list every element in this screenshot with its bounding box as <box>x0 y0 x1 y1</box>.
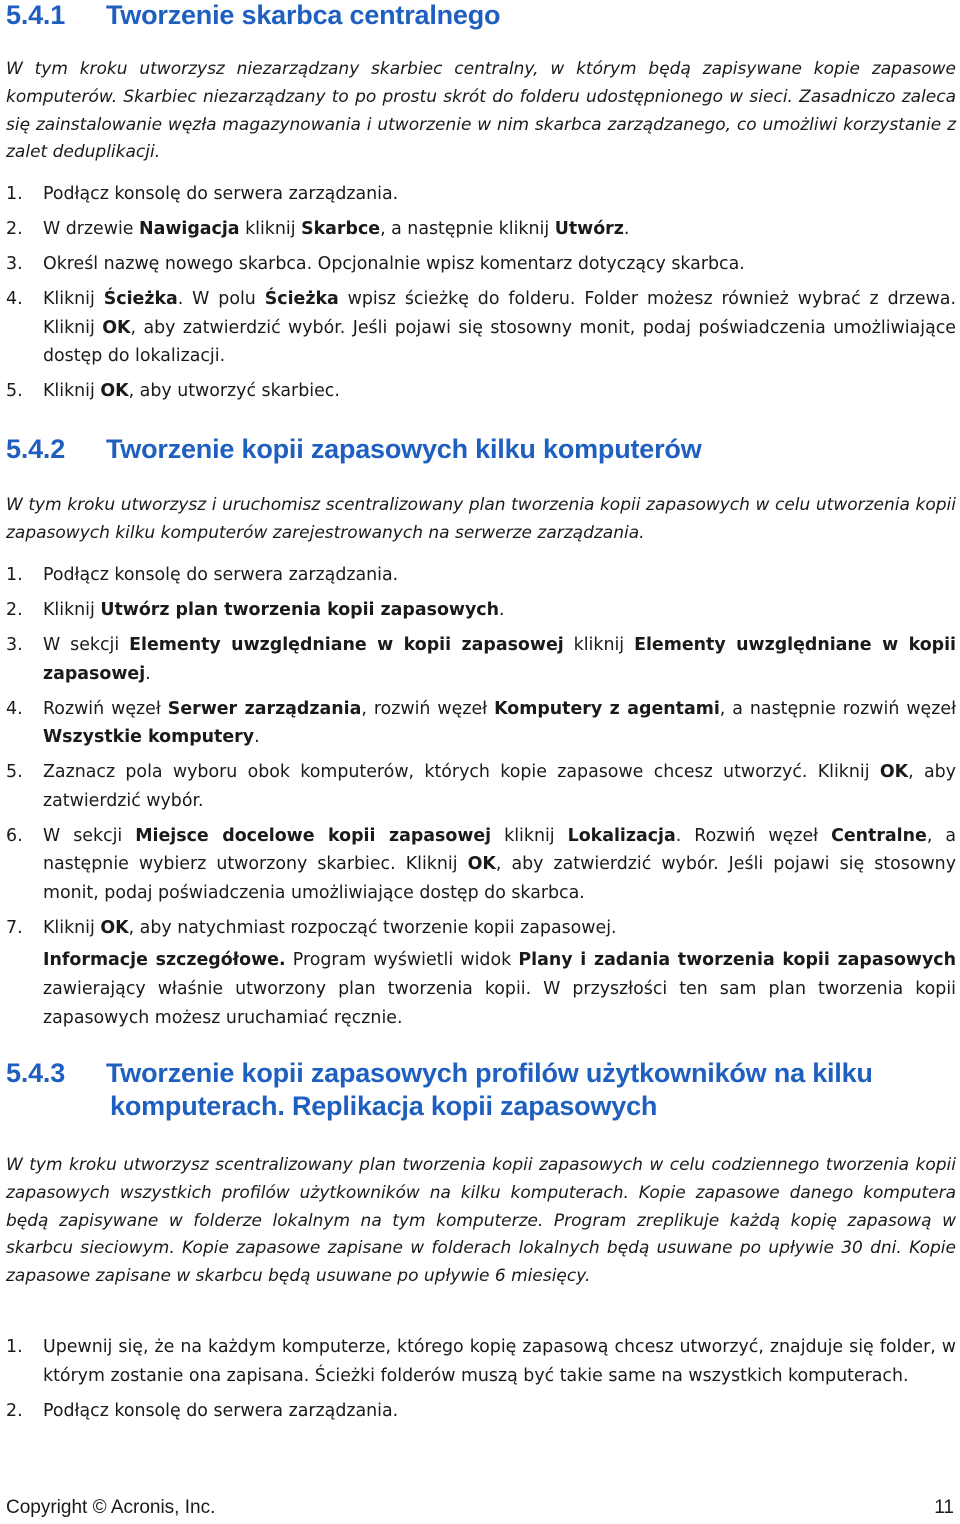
bold-term: Ścieżka <box>264 288 339 309</box>
text-run: Podłącz konsolę do serwera zarządzania. <box>43 565 399 585</box>
step-item <box>6 561 956 590</box>
step-text <box>43 381 340 401</box>
text-run: . <box>254 727 260 748</box>
step-text <box>43 1337 956 1386</box>
text-run: Kliknij <box>43 599 101 620</box>
bold-term: Utwórz <box>554 218 624 239</box>
step-number: 1. <box>6 565 23 585</box>
text-run: Kliknij <box>43 288 104 309</box>
section-intro: W tym kroku utworzysz niezarządzany skarbiec centralny, w którym będą zapisywane kopie zapasowe komputerów. Skarbiec niezarządzany to po prostu skrót do folderu udostępnionego w sieci. Zasadniczo zaleca się zainstalowanie węzła magazynowania i utworzenie w nim skarbca zarządzanego, co umożliwi korzystanie z zalet deduplikacji. <box>6 59 956 163</box>
step-text <box>43 184 398 204</box>
text-run: Kliknij <box>43 381 101 402</box>
step-number: 7. <box>6 917 23 938</box>
text-run: Określ nazwę nowego skarbca. Opcjonalnie wpisz komentarz dotyczący skarbca. <box>43 253 745 274</box>
bold-term: Wszystkie komputery <box>43 727 255 748</box>
section-heading-5-4-1 <box>6 0 500 31</box>
step-text <box>43 1401 398 1421</box>
step-item <box>6 1333 956 1390</box>
step-item <box>6 695 956 752</box>
section-title: Tworzenie kopii zapasowych kilku komputerów <box>106 434 702 464</box>
steps-list-5-4-3 <box>6 1333 956 1432</box>
bold-term: Elementy uwzględniane w kopii zapasowej <box>129 634 564 655</box>
step-number: 2. <box>6 1400 23 1421</box>
text-run: , a następnie wybierz utworzony skarbiec. Kliknij <box>43 825 956 875</box>
step-number: 1. <box>6 1337 23 1357</box>
text-run: , aby utworzyć skarbiec. <box>128 381 340 402</box>
step-number: 4. <box>6 698 23 719</box>
page-number: 11 <box>934 1497 954 1518</box>
text-run: , aby natychmiast rozpocząć tworzenie kopii zapasowej. <box>128 917 617 938</box>
steps-list-5-4-1 <box>6 180 956 412</box>
step-number: 2. <box>6 218 23 239</box>
text-run: . Rozwiń węzeł <box>675 825 832 846</box>
section-heading-5-4-3 <box>6 1058 873 1122</box>
text-run: Rozwiń węzeł <box>43 698 168 719</box>
bold-term: OK <box>879 762 909 783</box>
bold-term: Lokalizacja <box>567 825 676 846</box>
step-item <box>6 180 956 209</box>
section-intro: W tym kroku utworzysz scentralizowany plan tworzenia kopii zapasowych w celu codziennego tworzenia kopii zapasowych wszystkich profilów użytkowników na kilku komputerach. Kopie zapasowe danego komputera będą zapisywane w folderze lokalnym na tym komputerze. Program zreplikuje każdą kopię zapasową w skarbcu sieciowym. Kopie zapasowe zapisane w folderach lokalnych będą usuwane po upływie 30 dni. Kopie zapasowe zapisane w skarbcu będą usuwane po upływie 6 miesięcy. <box>6 1155 956 1287</box>
text-run: kliknij <box>239 218 302 239</box>
step-number: 5. <box>6 762 23 783</box>
bold-term: OK <box>467 854 496 875</box>
text-run: . <box>623 218 630 239</box>
bold-term: Plany i zadania tworzenia kopii zapasowych <box>518 950 956 971</box>
step-item <box>6 822 956 908</box>
text-run: . W polu <box>177 288 265 309</box>
bold-term: Serwer zarządzania <box>167 698 362 719</box>
step-details-note <box>43 946 956 1032</box>
text-run: . <box>499 599 505 620</box>
step-text <box>43 635 956 684</box>
step-item <box>6 250 956 279</box>
bold-term: Nawigacja <box>139 218 240 239</box>
section-title-line-1: Tworzenie kopii zapasowych profilów użytkowników na kilku <box>106 1058 873 1088</box>
text-run: W drzewie <box>43 218 140 239</box>
step-text <box>43 254 745 274</box>
step-number: 3. <box>6 634 23 655</box>
step-text <box>43 600 505 620</box>
step-item <box>6 1397 956 1426</box>
section-number: 5.4.3 <box>6 1058 66 1088</box>
step-text <box>43 826 956 903</box>
text-run: W sekcji <box>43 825 136 846</box>
page-footer <box>6 1497 954 1519</box>
section-number: 5.4.1 <box>6 0 66 30</box>
step-text <box>43 762 956 811</box>
text-run: kliknij <box>563 634 635 655</box>
section-title: Tworzenie skarbca centralnego <box>106 0 501 30</box>
text-run: zawierający właśnie utworzony plan tworzenia kopii. W przyszłości ten sam plan tworzenia kopii zapasowych możesz uruchamiać ręcznie. <box>43 979 956 1028</box>
step-item <box>6 758 956 815</box>
step-number: 4. <box>6 288 23 309</box>
step-number: 2. <box>6 599 23 620</box>
text-run: wpisz ścieżkę do folderu. Folder możesz również wybrać z drzewa. Kliknij <box>43 288 956 338</box>
copyright-text: Copyright © Acronis, Inc. <box>6 1497 216 1518</box>
step-item <box>6 631 956 688</box>
step-item <box>6 285 956 371</box>
bold-term: Elementy uwzględniane w kopii zapasowej <box>43 634 957 684</box>
step-text <box>43 565 398 585</box>
step-item <box>6 596 956 625</box>
text-run: , a następnie kliknij <box>380 218 555 239</box>
text-run: , a następnie rozwiń węzeł <box>719 698 957 719</box>
text-run: Program wyświetli widok <box>285 950 519 971</box>
bold-term: Miejsce docelowe kopii zapasowej <box>135 825 492 846</box>
section-title-line-2: komputerach. Replikacja kopii zapasowych <box>110 1091 658 1121</box>
bold-term: Utwórz plan tworzenia kopii zapasowych <box>100 599 499 620</box>
bold-term: OK <box>100 381 129 402</box>
bold-term: Komputery z agentami <box>494 698 720 719</box>
step-text <box>43 219 629 239</box>
text-run: , rozwiń węzeł <box>361 698 495 719</box>
text-run: Podłącz konsolę do serwera zarządzania. <box>43 1400 399 1421</box>
step-text <box>43 699 956 748</box>
step-item <box>6 914 956 1032</box>
text-run: Podłącz konsolę do serwera zarządzania. <box>43 184 399 204</box>
text-run: . <box>145 663 151 684</box>
text-run: , aby zatwierdzić wybór. Jeśli pojawi się stosowny monit, podaj poświadczenia umożliwiające dostęp do lokalizacji. <box>43 317 956 367</box>
bold-term: OK <box>102 317 131 338</box>
step-number: 5. <box>6 381 23 402</box>
steps-list-5-4-2 <box>6 561 956 1039</box>
bold-term: Ścieżka <box>103 288 178 309</box>
bold-term: Informacje szczegółowe. <box>43 950 286 971</box>
text-run: , aby zatwierdzić wybór. Jeśli pojawi się stosowny monit, podaj poświadczenia umożliwiające dostęp do skarbca. <box>43 854 956 903</box>
text-run: W sekcji <box>43 634 130 655</box>
text-run: Kliknij <box>43 917 101 938</box>
section-heading-5-4-2 <box>6 434 702 465</box>
text-run: , aby zatwierdzić wybór. <box>43 762 956 811</box>
section-intro: W tym kroku utworzysz i uruchomisz scentralizowany plan tworzenia kopii zapasowych w celu utworzenia kopii zapasowych kilku komputerów zarejestrowanych na serwerze zarządzania. <box>6 495 956 543</box>
step-number: 6. <box>6 825 23 846</box>
bold-term: Centralne <box>831 825 927 846</box>
bold-term: Skarbce <box>301 218 381 239</box>
text-run: Upewnij się, że na każdym komputerze, którego kopię zapasową chcesz utworzyć, znajduje się folder, w którym zostanie ona zapisana. Ścieżki folderów muszą być takie same na wszystkich komputerach. <box>43 1337 956 1386</box>
step-text <box>43 918 617 938</box>
step-number: 1. <box>6 184 23 204</box>
section-number: 5.4.2 <box>6 434 66 464</box>
step-item <box>6 377 956 406</box>
text-run: kliknij <box>491 825 568 846</box>
bold-term: OK <box>100 917 129 938</box>
step-text <box>43 289 956 366</box>
step-item <box>6 215 956 244</box>
text-run: Zaznacz pola wyboru obok komputerów, których kopie zapasowe chcesz utworzyć. Kliknij <box>43 762 880 783</box>
step-number: 3. <box>6 253 23 274</box>
